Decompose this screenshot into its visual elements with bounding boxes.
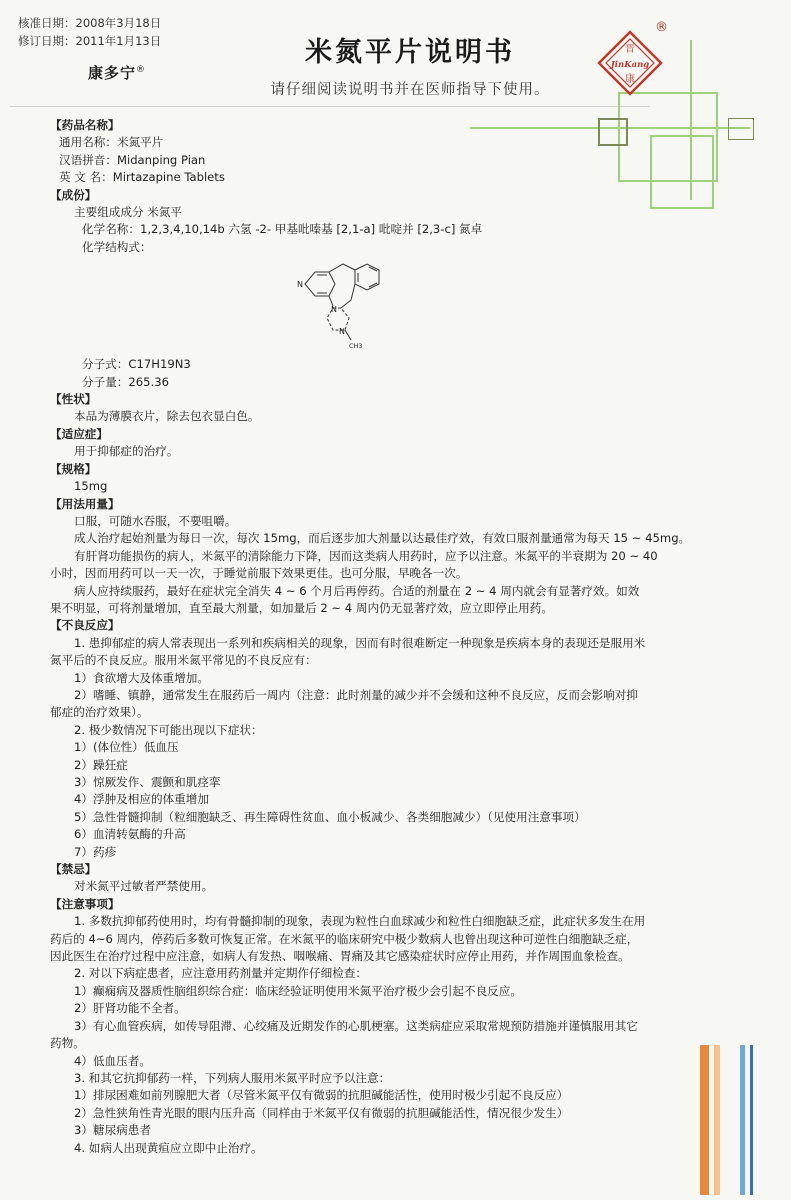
adverse-item-2-1: 1）(体位性）低血压 — [74, 740, 179, 755]
adverse-item-2-7: 7）药疹 — [74, 844, 117, 859]
brand-text: 康多宁 — [88, 64, 137, 82]
section-heading-indications: 【适应症】 — [50, 426, 108, 441]
adverse-item-1b: 氮平后的不良反应。服用米氮平常见的不良反应有： — [50, 653, 317, 668]
adverse-item-2-4: 4）浮肿及相应的体重增加 — [74, 792, 209, 807]
section-heading-adverse: 【不良反应】 — [50, 618, 120, 633]
atom-n-ring: N — [331, 305, 337, 315]
precautions-p1b: 药后的 4~6 周内，停药后多数可恢复正常。在米氮平的临床研究中极少数病人也曾出现这种可逆性白细胞缺乏症， — [50, 931, 639, 946]
adverse-item-1-2a: 2）嗜睡、镇静，通常发生在服药后一周内（注意：此时剂量的减少并不会缓和这种不良反应，反而会影响对抑 — [74, 687, 638, 702]
dosage-p2: 成人治疗起始剂量为每日一次，每次 15mg，而后逐步加大剂量以达最佳疗效，有效口服剂量通常为每天 15 ~ 45mg。 — [74, 531, 691, 546]
section-heading-dosage: 【用法用量】 — [50, 496, 120, 511]
chemical-structure — [295, 256, 750, 356]
molecular-formula: 分子式：C17H19N3 — [82, 357, 191, 372]
atom-n-pyridine: N — [297, 280, 303, 290]
precautions-p3-3: 3）糖尿病患者 — [74, 1123, 151, 1138]
dosage-p4a: 病人应持续服药，最好在症状完全消失 4 ~ 6 个月后再停药。合适的剂量在 2 ~ 4 周内就会有显著疗效。如效 — [74, 583, 640, 598]
contraindications-text: 对米氮平过敏者严禁使用。 — [74, 879, 214, 894]
main-ingredient: 主要组成成分 米氮平 — [74, 205, 183, 220]
precautions-p2-3a: 3）有心血管疾病，如传导阻滞、心绞痛及近期发作的心肌梗塞。这类病症应采取常规预防措施并谨慎服用其它 — [74, 1018, 638, 1033]
adverse-item-2-5: 5）急性骨髓抑制（粒细胞缺乏、再生障碍性贫血、血小板减少、各类细胞减少）（见使用注意事项） — [74, 809, 586, 824]
pinyin-name: 汉语拼音：Midanping Pian — [59, 152, 206, 167]
properties-text: 本品为薄膜衣片，除去包衣显白色。 — [74, 409, 260, 424]
logo-registered-mark: ® — [655, 20, 668, 35]
precautions-p3-2: 2）急性狭角性青光眼的眼内压升高（同样由于米氮平仅有微弱的抗胆碱能活性，情况很少发生） — [74, 1105, 569, 1120]
dosage-p3a: 有肝肾功能损伤的病人，米氮平的清除能力下降，因而这类病人用药时，应予以注意。米氮平的半衰期为 20 ~ 40 — [74, 548, 658, 563]
specification-text: 15mg — [74, 479, 108, 494]
decorative-stripe-dark-blue — [750, 1045, 753, 1195]
logo-char-bottom: 康 — [625, 74, 635, 85]
top-border-line — [10, 106, 650, 107]
section-heading-precautions: 【注意事项】 — [50, 896, 120, 911]
dosage-p1: 口服，可随水吞服，不要咀嚼。 — [74, 513, 237, 528]
structure-label: 化学结构式： — [82, 239, 152, 254]
brand-name — [88, 62, 146, 83]
section-heading-properties: 【性状】 — [50, 392, 97, 407]
molecular-weight: 分子量：265.36 — [82, 374, 169, 389]
chemical-name: 化学名称：1,2,3,4,10,14b 六氢 -2- 甲基吡嗪基 [2,1-a] 吡啶并 [2,3-c] 氮卓 — [82, 222, 483, 237]
adverse-item-1-2b: 郁症的治疗效果）。 — [50, 705, 149, 720]
adverse-item-2-6: 6）血清转氨酶的升高 — [74, 827, 186, 842]
indications-text: 用于抑郁症的治疗。 — [74, 444, 179, 459]
logo-char-top: 晋 — [625, 44, 635, 55]
precautions-p2-3b: 药物。 — [50, 1036, 85, 1051]
precautions-p3-1: 1）排尿困难如前列腺肥大者（尽管米氮平仅有微弱的抗胆碱能活性，使用时极少引起不良反应） — [74, 1088, 569, 1103]
english-name: 英 文 名：Mirtazapine Tablets — [59, 170, 225, 185]
logo-wordmark: JinKang — [610, 60, 650, 70]
header-meta — [18, 14, 161, 50]
section-heading-drug-name: 【药品名称】 — [50, 118, 120, 132]
chemical-structure-diagram — [295, 256, 415, 356]
dosage-p4b: 果不明显，可将剂量增加，直至最大剂量，如加量后 2 ~ 4 周内仍无显著疗效，应立即停止用药。 — [50, 600, 553, 615]
document-subtitle: 请仔细阅读说明书并在医师指导下使用。 — [270, 82, 550, 98]
precautions-p2: 2. 对以下病症患者，应注意用药剂量并定期作仔细检查： — [74, 966, 367, 981]
precautions-p4: 4. 如病人出现黄疸应立即中止治疗。 — [74, 1140, 263, 1155]
dosage-p3b: 小时，因而用药可以一天一次，于睡觉前服下效果更佳。也可分服，早晚各一次。 — [50, 566, 468, 581]
methyl-group: CH3 — [349, 342, 363, 351]
precautions-p1a: 1. 多数抗抑郁药使用时，均有骨髓抑制的现象，表现为粒性白血球减少和粒性白细胞缺乏症，此症状多发生在用 — [74, 914, 646, 929]
adverse-item-1-1: 1）食欲增大及体重增加。 — [74, 670, 209, 685]
precautions-p2-1: 1）癫痫病及器质性脑组织综合症：临床经验证明使用米氮平治疗极少会引起不良反应。 — [74, 983, 522, 998]
precautions-p2-4: 4）低血压者。 — [74, 1053, 151, 1068]
adverse-item-2-2: 2）躁狂症 — [74, 757, 128, 772]
precautions-p3: 3. 和其它抗抑郁药一样，下列病人服用米氮平时应予以注意： — [74, 1070, 391, 1085]
document-title: 米氮平片说明书 — [305, 37, 515, 68]
adverse-item-2-3: 3）惊厥发作、震颤和肌痉挛 — [74, 775, 221, 789]
precautions-p1c: 因此医生在治疗过程中应注意，如病人有发热、咽喉痛、胃痛及其它感染症状时应停止用药，并作周围血象检查。 — [50, 949, 630, 964]
section-heading-specification: 【规格】 — [50, 461, 97, 476]
section-heading-contraindications: 【禁忌】 — [50, 862, 97, 877]
section-heading-ingredients: 【成份】 — [50, 187, 97, 202]
adverse-item-1a: 1. 患抑郁症的病人常表现出一系列和疾病相关的现象，因而有时很难断定一种现象是疾病本身的表现还是服用米 — [74, 635, 646, 650]
approval-date: 核准日期：2008年3月18日 — [18, 16, 162, 30]
revision-date: 修订日期：2011年1月13日 — [18, 34, 162, 48]
adverse-item-2: 2. 极少数情况下可能出现以下症状： — [74, 722, 263, 737]
precautions-p2-2: 2）肝肾功能不全者。 — [74, 1001, 186, 1016]
atom-n-methyl: N — [339, 327, 345, 337]
company-logo-icon — [597, 30, 663, 96]
brand-registered-mark: ® — [136, 65, 147, 75]
generic-name: 通用名称：米氮平片 — [59, 135, 164, 150]
document-body — [50, 117, 750, 1157]
